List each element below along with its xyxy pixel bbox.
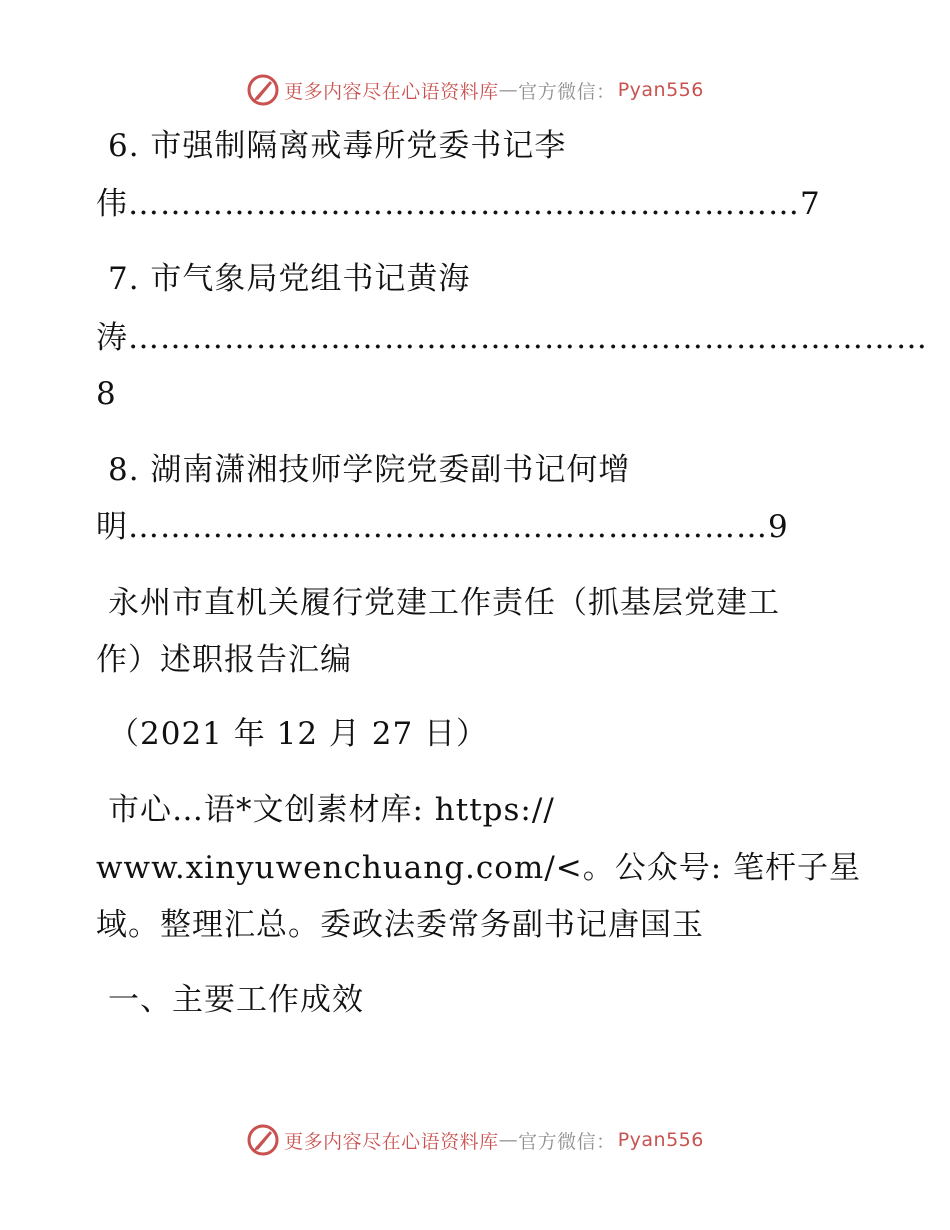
watermark-label: 官方微信： [518, 1130, 616, 1153]
doc-date: （2021 年 12 月 27 日） [108, 716, 489, 752]
source-line-2: www.xinyuwenchuang.com/<。公众号: 笔杆子星 [96, 850, 862, 886]
doc-title-line-2: 作）述职报告汇编 [96, 642, 352, 678]
watermark-site-text: 更多内容尽在心语资料库 [284, 1130, 499, 1153]
watermark-label: 官方微信： [518, 80, 616, 103]
quill-seal-logo-icon [246, 73, 280, 107]
doc-title-line-1: 永州市直机关履行党建工作责任（抓基层党建工 [108, 585, 780, 621]
watermark-banner-bottom [0, 1120, 950, 1160]
watermark-dash: — [498, 79, 519, 101]
watermark-dash: — [498, 1129, 519, 1151]
section-heading: 一、主要工作成效 [108, 982, 364, 1018]
toc-item-7-title: 7. 市气象局党组书记黄海 [108, 261, 471, 297]
toc-item-6-title: 6. 市强制隔离戒毒所党委书记李 [108, 128, 567, 164]
toc-item-8-title: 8. 湖南潇湘技师学院党委副书记何增 [108, 452, 631, 488]
source-line-3: 域。整理汇总。委政法委常务副书记唐国玉 [96, 907, 704, 943]
source-line-1: 市心…语*文创素材库: https:// [108, 792, 555, 828]
watermark-wechat-id: Pyan556 [617, 1129, 704, 1151]
quill-seal-logo-icon [246, 1123, 280, 1157]
watermark-wechat-id: Pyan556 [617, 79, 704, 101]
toc-item-8-leader: 明……………………………………………………9 [96, 509, 789, 545]
watermark-site-text: 更多内容尽在心语资料库 [284, 80, 499, 103]
watermark-banner-top [0, 70, 950, 110]
toc-item-7-leader: 涛………………………………………………………………… [96, 320, 928, 356]
toc-item-7-page: 8 [96, 376, 117, 412]
toc-item-6-leader: 伟………………………………………………………7 [96, 186, 821, 222]
